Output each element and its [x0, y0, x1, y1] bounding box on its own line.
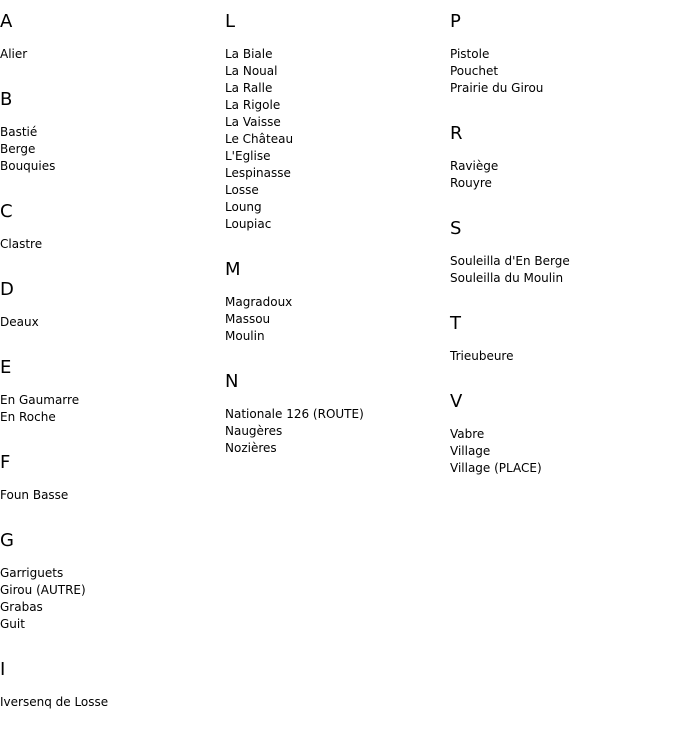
place-link[interactable]: Garriguets — [0, 566, 64, 580]
place-link[interactable]: Foun Basse — [0, 488, 69, 502]
place-link[interactable]: L'Eglise — [225, 149, 271, 163]
letter-section-s — [450, 219, 670, 287]
letter-heading: T — [450, 313, 461, 334]
place-list — [450, 426, 670, 477]
letter-section-g — [0, 531, 220, 633]
place-list — [450, 46, 670, 97]
letter-heading: V — [450, 391, 463, 412]
place-link[interactable]: Raviège — [450, 159, 499, 173]
letter-heading: N — [225, 371, 239, 392]
place-link[interactable]: Lespinasse — [225, 166, 291, 180]
place-list — [0, 565, 220, 633]
letter-section-a — [0, 12, 220, 63]
letter-heading: R — [450, 123, 463, 144]
place-link[interactable]: Guit — [0, 617, 25, 631]
place-list — [0, 236, 220, 253]
letter-section-i — [0, 660, 220, 711]
place-list — [450, 253, 670, 287]
place-list — [0, 487, 220, 504]
place-link[interactable]: Moulin — [225, 329, 265, 343]
place-link[interactable]: Iversenq de Losse — [0, 695, 109, 709]
letter-heading: F — [0, 452, 11, 473]
place-link[interactable]: Losse — [225, 183, 259, 197]
place-list — [450, 348, 670, 365]
place-link[interactable]: Alier — [0, 47, 28, 61]
place-link[interactable]: En Roche — [0, 410, 56, 424]
place-link[interactable]: Souleilla du Moulin — [450, 271, 564, 285]
place-link[interactable]: La Vaisse — [225, 115, 281, 129]
letter-section-f — [0, 453, 220, 504]
place-link[interactable]: Le Château — [225, 132, 294, 146]
letter-heading: M — [225, 259, 241, 280]
place-link[interactable]: Deaux — [0, 315, 39, 329]
place-link[interactable]: La Noual — [225, 64, 278, 78]
place-list — [450, 158, 670, 192]
place-link[interactable]: Nozières — [225, 441, 277, 455]
letter-section-c — [0, 202, 220, 253]
place-link[interactable]: Trieubeure — [450, 349, 514, 363]
place-link[interactable]: Souleilla d'En Berge — [450, 254, 570, 268]
letter-section-v — [450, 392, 670, 477]
place-link[interactable]: La Biale — [225, 47, 273, 61]
place-link[interactable]: Pouchet — [450, 64, 499, 78]
place-link[interactable]: Loupiac — [225, 217, 272, 231]
letter-section-d — [0, 280, 220, 331]
place-link[interactable]: Loung — [225, 200, 262, 214]
letter-heading: P — [450, 11, 461, 32]
letter-heading: L — [225, 11, 236, 32]
letter-heading: G — [0, 530, 14, 551]
place-link[interactable]: Magradoux — [225, 295, 293, 309]
place-link[interactable]: En Gaumarre — [0, 393, 80, 407]
letter-section-p — [450, 12, 670, 97]
place-link[interactable]: Bouquies — [0, 159, 56, 173]
letter-heading: D — [0, 279, 14, 300]
index-column-3 — [450, 12, 670, 504]
place-link[interactable]: Massou — [225, 312, 271, 326]
letter-section-t — [450, 314, 670, 365]
place-link[interactable]: Pistole — [450, 47, 490, 61]
place-link[interactable]: Village — [450, 444, 491, 458]
letter-section-r — [450, 124, 670, 192]
place-link[interactable]: Berge — [0, 142, 36, 156]
place-link[interactable]: Rouyre — [450, 176, 492, 190]
letter-section-m — [225, 260, 445, 345]
place-list — [0, 694, 220, 711]
place-link[interactable]: Girou (AUTRE) — [0, 583, 86, 597]
letter-section-l — [225, 12, 445, 233]
place-link[interactable]: Vabre — [450, 427, 485, 441]
place-link[interactable]: La Rigole — [225, 98, 281, 112]
index-column-1 — [0, 12, 220, 738]
letter-heading: C — [0, 201, 13, 222]
place-list — [225, 46, 445, 233]
letter-section-e — [0, 358, 220, 426]
place-list — [0, 46, 220, 63]
place-list — [0, 124, 220, 175]
place-list — [225, 294, 445, 345]
place-link[interactable]: Nationale 126 (ROUTE) — [225, 407, 364, 421]
place-list — [0, 314, 220, 331]
letter-heading: B — [0, 89, 13, 110]
index-column-2 — [225, 12, 445, 484]
letter-heading: E — [0, 357, 12, 378]
place-link[interactable]: Village (PLACE) — [450, 461, 542, 475]
letter-heading: I — [0, 659, 6, 680]
letter-section-b — [0, 90, 220, 175]
place-list — [0, 392, 220, 426]
letter-heading: A — [0, 11, 13, 32]
place-link[interactable]: La Ralle — [225, 81, 273, 95]
place-list — [225, 406, 445, 457]
place-link[interactable]: Prairie du Girou — [450, 81, 544, 95]
place-link[interactable]: Bastié — [0, 125, 38, 139]
letter-heading: S — [450, 218, 462, 239]
place-link[interactable]: Clastre — [0, 237, 43, 251]
letter-section-n — [225, 372, 445, 457]
place-link[interactable]: Grabas — [0, 600, 43, 614]
place-link[interactable]: Naugères — [225, 424, 283, 438]
